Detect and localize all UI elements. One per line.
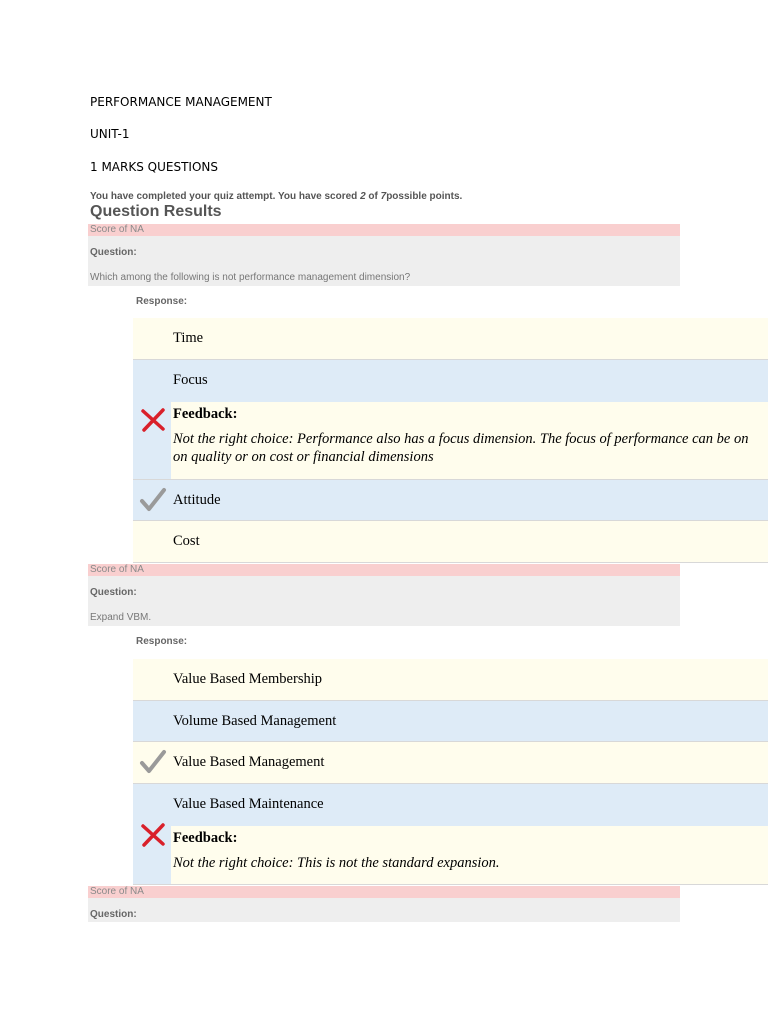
check-icon: [139, 486, 167, 514]
option-text: Volume Based Management: [173, 713, 337, 729]
summary-scored: 2: [360, 191, 366, 202]
feedback-text: [173, 854, 768, 872]
feedback-title: Feedback:: [173, 406, 238, 422]
option-row-selected: [133, 360, 768, 480]
response-label: Response:: [136, 296, 188, 307]
option-text: Attitude: [173, 492, 221, 508]
results-title: Question Results: [90, 203, 222, 220]
option-row: [133, 659, 768, 701]
cross-icon: [139, 821, 167, 849]
question-label: Question:: [90, 247, 137, 258]
score-bar: Score of NA: [88, 886, 680, 898]
feedback-box: [171, 402, 768, 479]
option-row: [133, 521, 768, 563]
question-text: Expand VBM.: [90, 612, 152, 623]
option-text: Cost: [173, 533, 200, 549]
summary-of: of: [368, 191, 378, 202]
option-text: Value Based Membership: [173, 671, 322, 687]
response-label: Response:: [136, 636, 188, 647]
option-row: [133, 701, 768, 742]
feedback-line: Not the right choice: Performance also has a focus dimension. The focus of performance can be on: [173, 431, 749, 447]
summary-suffix: possible points.: [386, 191, 463, 202]
option-text: Value Based Management: [173, 754, 325, 770]
feedback-line: Not the right choice: This is not the standard expansion.: [173, 855, 500, 871]
feedback-text: [173, 430, 768, 466]
summary-possible: 7: [380, 191, 387, 202]
option-text: Focus: [173, 372, 208, 388]
question-label: Question:: [90, 909, 137, 920]
feedback-line: on quality or on cost or financial dimensions: [173, 449, 434, 465]
unit-label: UNIT-1: [90, 127, 130, 141]
question-box: [88, 898, 680, 922]
cross-icon: [139, 406, 167, 434]
option-row-selected: [133, 784, 768, 885]
score-bar: Score of NA: [88, 224, 680, 236]
question-text: Which among the following is not performance management dimension?: [90, 272, 411, 283]
option-row: [133, 318, 768, 360]
option-row-correct: [133, 742, 768, 784]
summary-prefix: You have completed your quiz attempt. You have scored: [90, 191, 358, 202]
feedback-title: Feedback:: [173, 830, 238, 846]
section-label: 1 MARKS QUESTIONS: [90, 160, 218, 174]
option-text: Time: [173, 330, 204, 346]
document-title: PERFORMANCE MANAGEMENT: [90, 95, 272, 109]
question-label: Question:: [90, 587, 137, 598]
option-text: Value Based Maintenance: [173, 796, 324, 812]
question-box: [88, 576, 680, 626]
score-bar: Score of NA: [88, 564, 680, 576]
check-icon: [139, 748, 167, 776]
question-box: [88, 236, 680, 286]
feedback-box: [171, 826, 768, 884]
quiz-summary: [90, 191, 462, 202]
option-row-correct: [133, 480, 768, 521]
